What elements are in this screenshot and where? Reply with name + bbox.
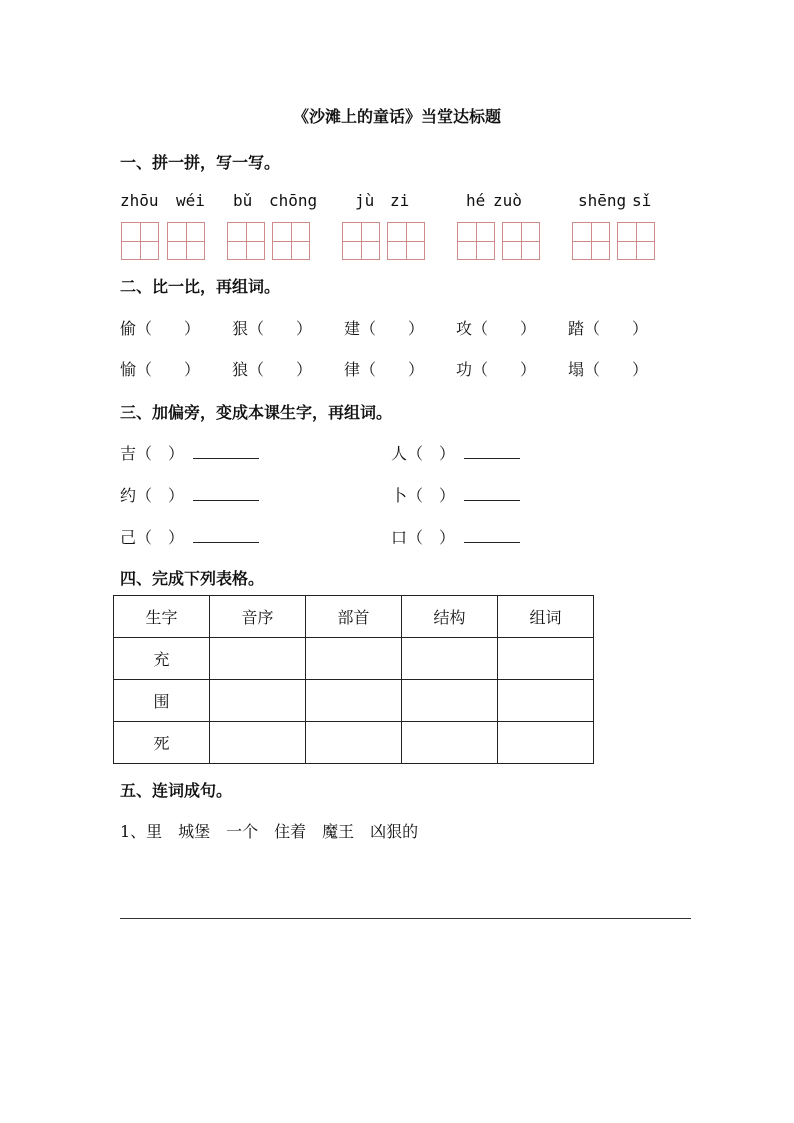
- pinyin-10: sǐ: [632, 191, 652, 210]
- compare-item: 攻（ ）: [456, 319, 537, 338]
- radical-item: [391, 483, 520, 506]
- section3-heading: 三、加偏旁，变成本课生字，再组词。: [120, 403, 393, 422]
- pinyin-7: hé: [466, 191, 486, 210]
- section5-heading: 五、连词成句。: [120, 781, 233, 800]
- pinyin-1: zhōu: [120, 191, 159, 210]
- header-cell: 组词: [498, 596, 594, 638]
- compare-item: 塌（ ）: [568, 360, 649, 379]
- compare-item: 律（ ）: [344, 360, 425, 379]
- table-row: [114, 638, 594, 680]
- answer-blank[interactable]: [464, 486, 520, 501]
- compare-item: 功（ ）: [456, 360, 537, 379]
- writing-box[interactable]: [387, 222, 425, 260]
- answer-cell[interactable]: [210, 722, 306, 764]
- table-row: [114, 680, 594, 722]
- answer-blank[interactable]: [193, 528, 259, 543]
- answer-blank[interactable]: [464, 444, 520, 459]
- writing-box[interactable]: [502, 222, 540, 260]
- answer-cell[interactable]: [402, 680, 498, 722]
- radical-char: 口（ ）: [391, 528, 456, 547]
- writing-box[interactable]: [342, 222, 380, 260]
- radical-char: 人（ ）: [391, 444, 456, 463]
- header-cell: 部首: [306, 596, 402, 638]
- answer-cell[interactable]: [402, 638, 498, 680]
- compare-item: 狠（ ）: [232, 319, 313, 338]
- pinyin-6: zi: [390, 191, 410, 210]
- radical-char: 约（ ）: [120, 486, 185, 505]
- writing-box[interactable]: [227, 222, 265, 260]
- radical-item: [391, 441, 520, 464]
- section4-heading: 四、完成下列表格。: [120, 569, 265, 588]
- compare-item: 建（ ）: [344, 319, 425, 338]
- radical-item: [120, 441, 259, 464]
- compare-item: 愉（ ）: [120, 360, 201, 379]
- answer-cell[interactable]: [306, 680, 402, 722]
- answer-line[interactable]: [120, 918, 691, 919]
- pinyin-8: zuò: [493, 191, 522, 210]
- header-cell: 结构: [402, 596, 498, 638]
- writing-box[interactable]: [457, 222, 495, 260]
- pinyin-3: bǔ: [233, 191, 253, 210]
- writing-box[interactable]: [121, 222, 159, 260]
- table-row: [114, 722, 594, 764]
- sentence-words: 1、里 城堡 一个 住着 魔王 凶狠的: [120, 822, 419, 841]
- character-table: [113, 595, 594, 764]
- char-cell: 围: [114, 680, 210, 722]
- char-cell: 死: [114, 722, 210, 764]
- pinyin-5: jù: [355, 191, 375, 210]
- compare-item: 偷（ ）: [120, 319, 201, 338]
- writing-box[interactable]: [272, 222, 310, 260]
- pinyin-2: wéi: [176, 191, 205, 210]
- writing-box[interactable]: [572, 222, 610, 260]
- radical-item: [391, 525, 520, 548]
- answer-cell[interactable]: [210, 638, 306, 680]
- answer-cell[interactable]: [306, 638, 402, 680]
- char-cell: 充: [114, 638, 210, 680]
- radical-char: 吉（ ）: [120, 444, 185, 463]
- section2-heading: 二、比一比，再组词。: [120, 277, 281, 296]
- answer-cell[interactable]: [210, 680, 306, 722]
- header-cell: 音序: [210, 596, 306, 638]
- table-header-row: [114, 596, 594, 638]
- section1-heading: 一、拼一拼，写一写。: [120, 153, 281, 172]
- answer-blank[interactable]: [464, 528, 520, 543]
- radical-char: 己（ ）: [120, 528, 185, 547]
- pinyin-9: shēng: [578, 191, 627, 210]
- answer-cell[interactable]: [498, 722, 594, 764]
- radical-item: [120, 483, 259, 506]
- writing-box[interactable]: [167, 222, 205, 260]
- answer-blank[interactable]: [193, 486, 259, 501]
- answer-blank[interactable]: [193, 444, 259, 459]
- answer-cell[interactable]: [498, 638, 594, 680]
- page-title: 《沙滩上的童话》当堂达标题: [292, 107, 501, 126]
- answer-cell[interactable]: [498, 680, 594, 722]
- header-cell: 生字: [114, 596, 210, 638]
- compare-item: 狼（ ）: [232, 360, 313, 379]
- answer-cell[interactable]: [402, 722, 498, 764]
- pinyin-4: chōng: [269, 191, 318, 210]
- writing-box[interactable]: [617, 222, 655, 260]
- radical-item: [120, 525, 259, 548]
- radical-char: 卜（ ）: [391, 486, 456, 505]
- compare-item: 踏（ ）: [568, 319, 649, 338]
- answer-cell[interactable]: [306, 722, 402, 764]
